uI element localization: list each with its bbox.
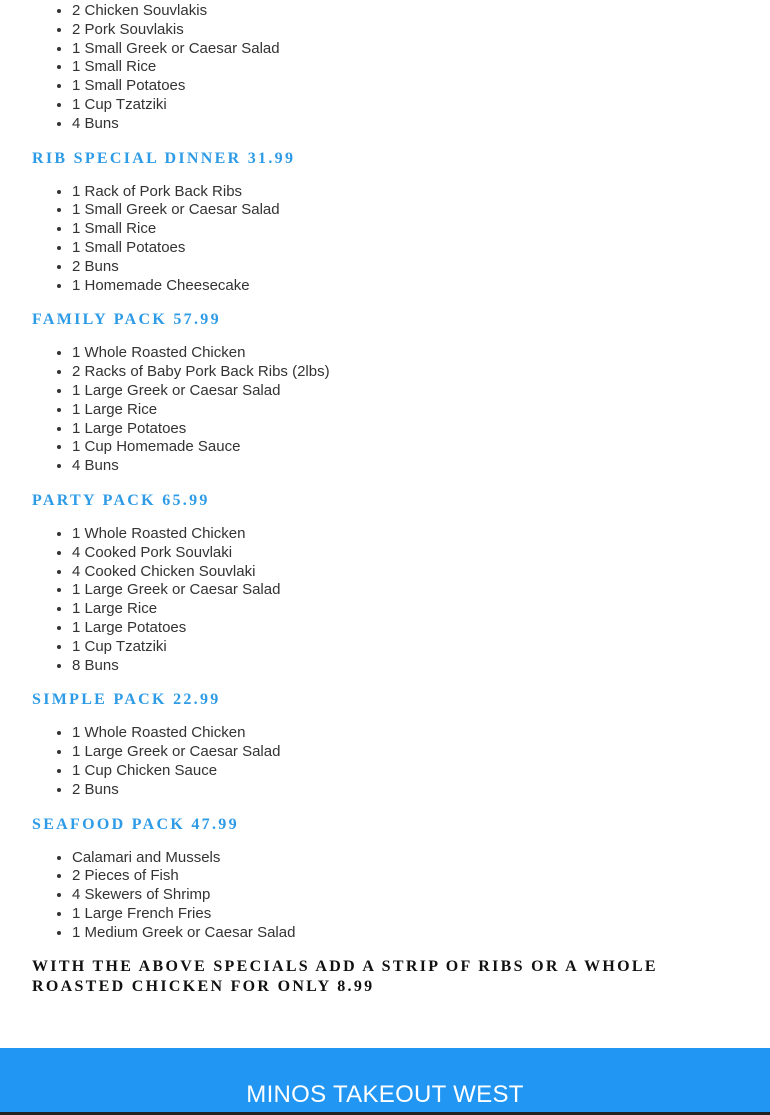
list-item: • 1 Cup Tzatziki: [72, 638, 770, 657]
list-item: • Calamari and Mussels: [72, 849, 770, 868]
section-heading-seafood-pack: SEAFOOD PACK 47.99: [32, 815, 239, 833]
list-item: • 4 Cooked Pork Souvlaki: [72, 544, 770, 563]
list-item: • 1 Whole Roasted Chicken: [72, 724, 770, 743]
seafood-pack-item-list: [0, 849, 770, 943]
simple-pack-item-list: [0, 724, 770, 799]
list-item: • 1 Large French Fries: [72, 905, 770, 924]
list-item: • 1 Cup Chicken Sauce: [72, 762, 770, 781]
list-item: • 2 Pork Souvlakis: [72, 21, 770, 40]
list-item: • 1 Large Potatoes: [72, 420, 770, 439]
footer-banner: [0, 1048, 770, 1115]
list-item: • 1 Small Greek or Caesar Salad: [72, 201, 770, 220]
list-item: • 4 Buns: [72, 457, 770, 476]
list-item: • 1 Small Greek or Caesar Salad: [72, 40, 770, 59]
list-item: • 2 Chicken Souvlakis: [72, 2, 770, 21]
list-item: • 1 Cup Homemade Sauce: [72, 438, 770, 457]
list-item: • 2 Pieces of Fish: [72, 867, 770, 886]
list-item: • 1 Whole Roasted Chicken: [72, 525, 770, 544]
section-heading-simple-pack: SIMPLE PACK 22.99: [32, 691, 221, 709]
section-heading-family-pack: FAMILY PACK 57.99: [32, 311, 221, 329]
list-item: • 1 Cup Tzatziki: [72, 96, 770, 115]
addon-note: WITH THE ABOVE SPECIALS ADD A STRIP OF RIBS OR A WHOLE ROASTED CHICKEN FOR ONLY 8.99: [32, 958, 658, 996]
family-pack-item-list: [0, 344, 770, 476]
list-item: • 4 Cooked Chicken Souvlaki: [72, 563, 770, 582]
list-item: • 1 Large Greek or Caesar Salad: [72, 581, 770, 600]
list-item: • 1 Medium Greek or Caesar Salad: [72, 924, 770, 943]
list-item: • 1 Small Potatoes: [72, 77, 770, 96]
list-item: • 8 Buns: [72, 657, 770, 676]
list-item: • 1 Large Potatoes: [72, 619, 770, 638]
list-item: • 1 Rack of Pork Back Ribs: [72, 183, 770, 202]
section-heading-rib-special: RIB SPECIAL DINNER 31.99: [32, 149, 296, 167]
list-item: • 1 Small Rice: [72, 58, 770, 77]
rib-special-item-list: [0, 183, 770, 296]
list-item: • 1 Whole Roasted Chicken: [72, 344, 770, 363]
party-pack-item-list: [0, 525, 770, 675]
list-item: • 1 Large Greek or Caesar Salad: [72, 743, 770, 762]
list-item: • 4 Skewers of Shrimp: [72, 886, 770, 905]
list-item: • 1 Small Potatoes: [72, 239, 770, 258]
list-item: • 4 Buns: [72, 115, 770, 134]
top-item-list: [0, 0, 770, 134]
section-heading-party-pack: PARTY PACK 65.99: [32, 491, 210, 509]
list-item: • 2 Buns: [72, 258, 770, 277]
list-item: • 2 Buns: [72, 781, 770, 800]
list-item: • 1 Small Rice: [72, 220, 770, 239]
list-item: • 1 Large Greek or Caesar Salad: [72, 382, 770, 401]
list-item: • 1 Homemade Cheesecake: [72, 277, 770, 296]
list-item: • 1 Large Rice: [72, 401, 770, 420]
list-item: • 1 Large Rice: [72, 600, 770, 619]
footer-title: MINOS TAKEOUT WEST: [246, 1081, 524, 1108]
list-item: • 2 Racks of Baby Pork Back Ribs (2lbs): [72, 363, 770, 382]
